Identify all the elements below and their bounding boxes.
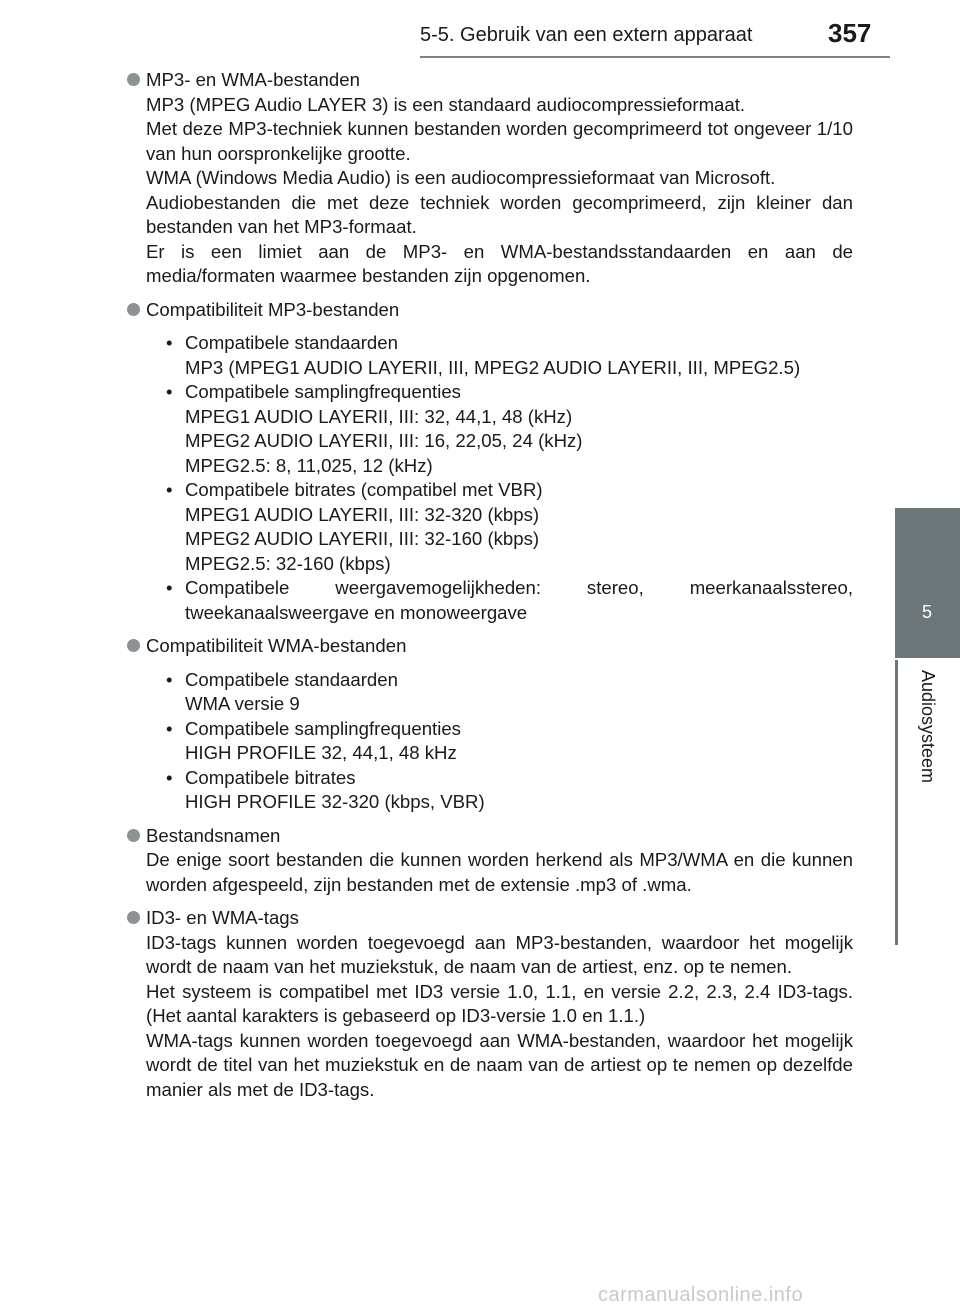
list-item [166,766,853,815]
bullet-icon [127,639,140,652]
watermark: carmanualsonline.info [598,1284,804,1306]
section-heading: Compatibiliteit WMA-bestanden [146,635,407,656]
list-item-value: MPEG2 AUDIO LAYERII, III: 32-160 (kbps) [185,528,540,549]
content-section [127,824,853,898]
list-item-value: WMA versie 9 [185,693,300,714]
list-item-value: MPEG1 AUDIO LAYERII, III: 32, 44,1, 48 (kHz) [185,405,573,427]
spec-list [166,668,853,815]
bullet-icon [127,829,140,842]
chapter-label: Audiosysteem [918,670,938,784]
list-item-value: MPEG1 AUDIO LAYERII, III: 32-320 (kbps) [185,503,540,525]
content-section [127,298,853,626]
list-item-title: • Compatibele samplingfrequenties [185,717,461,739]
list-item [166,331,853,380]
page-header [420,18,890,58]
chapter-tab [895,508,960,658]
list-item-title: • Compatibele bitrates [185,766,356,788]
paragraph: De enige soort bestanden die kunnen worden herkend als MP3/WMA en die kunnen worden afgespeeld, zijn bestanden met de extensie .mp3 of .wma. [146,849,853,895]
bullet-icon [127,73,140,86]
list-item-value: MP3 (MPEG1 AUDIO LAYERII, III, MPEG2 AUDIO LAYERII, III, MPEG2.5) [185,356,801,378]
content-section [127,68,853,289]
paragraph: Het systeem is compatibel met ID3 versie 1.0, 1.1, en versie 2.2, 2.3, 2.4 ID3-tags. (Het aantal karakters is gebaseerd op ID3-versie 1.0 en 1.1.) [146,980,853,1026]
bullet-icon [127,303,140,316]
list-item-value: MPEG2.5: 8, 11,025, 12 (kHz) [185,454,433,476]
section-heading: ID3- en WMA-tags [146,907,299,928]
list-item [166,380,853,478]
section-heading: Bestandsnamen [146,824,281,846]
list-item-title: • Compatibele weergavemogelijkheden: stereo, meerkanaalsstereo, tweekanaalsweergave en monoweergave [185,577,853,623]
chapter-label-tab [895,660,960,945]
paragraph: Er is een limiet aan de MP3- en WMA-bestandsstandaarden en aan de media/formaten waarmee bestanden zijn opgenomen. [146,240,853,286]
page-content [127,68,853,1111]
list-item-value: MPEG2.5: 32-160 (kbps) [185,552,391,574]
header-divider [420,56,890,58]
spec-list [166,331,853,625]
section-heading: Compatibiliteit MP3-bestanden [146,298,400,320]
section-heading: MP3- en WMA-bestanden [146,69,360,90]
paragraph: ID3-tags kunnen worden toegevoegd aan MP3-bestanden, waardoor het mogelijk wordt de naam van het muziekstuk, de naam van de artiest, enz. op te nemen. [146,931,853,977]
content-section [127,906,853,1102]
list-item-value: HIGH PROFILE 32, 44,1, 48 kHz [185,742,457,763]
list-item [166,478,853,576]
content-section [127,634,853,815]
paragraph: WMA-tags kunnen worden toegevoegd aan WMA-bestanden, waardoor het mogelijk wordt de titel van het muziekstuk en de naam van de artiest op te nemen op dezelfde manier als met de ID3-tags. [146,1029,853,1100]
list-item-value: HIGH PROFILE 32-320 (kbps, VBR) [185,791,485,812]
list-item-title: • Compatibele standaarden [185,332,398,353]
section-title: 5-5. Gebruik van een extern apparaat [420,24,753,46]
page-number: 357 [828,18,872,48]
paragraph: WMA (Windows Media Audio) is een audiocompressieformaat van Microsoft. [146,167,776,188]
list-item-title: • Compatibele bitrates (compatibel met VBR) [185,479,543,500]
list-item-value: MPEG2 AUDIO LAYERII, III: 16, 22,05, 24 (kHz) [185,430,583,451]
list-item [166,576,853,625]
paragraph: MP3 (MPEG Audio LAYER 3) is een standaard audiocompressieformaat. [146,93,746,115]
paragraph: Met deze MP3-techniek kunnen bestanden worden gecomprimeerd tot ongeveer 1/10 van hun oorspronkelijke grootte. [146,118,853,164]
list-item [166,717,853,766]
list-item-title: • Compatibele standaarden [185,668,398,690]
chapter-number: 5 [922,602,933,622]
list-item-title: • Compatibele samplingfrequenties [185,381,461,402]
list-item [166,668,853,717]
paragraph: Audiobestanden die met deze techniek worden gecomprimeerd, zijn kleiner dan bestanden van het MP3-formaat. [146,191,853,237]
bullet-icon [127,911,140,924]
